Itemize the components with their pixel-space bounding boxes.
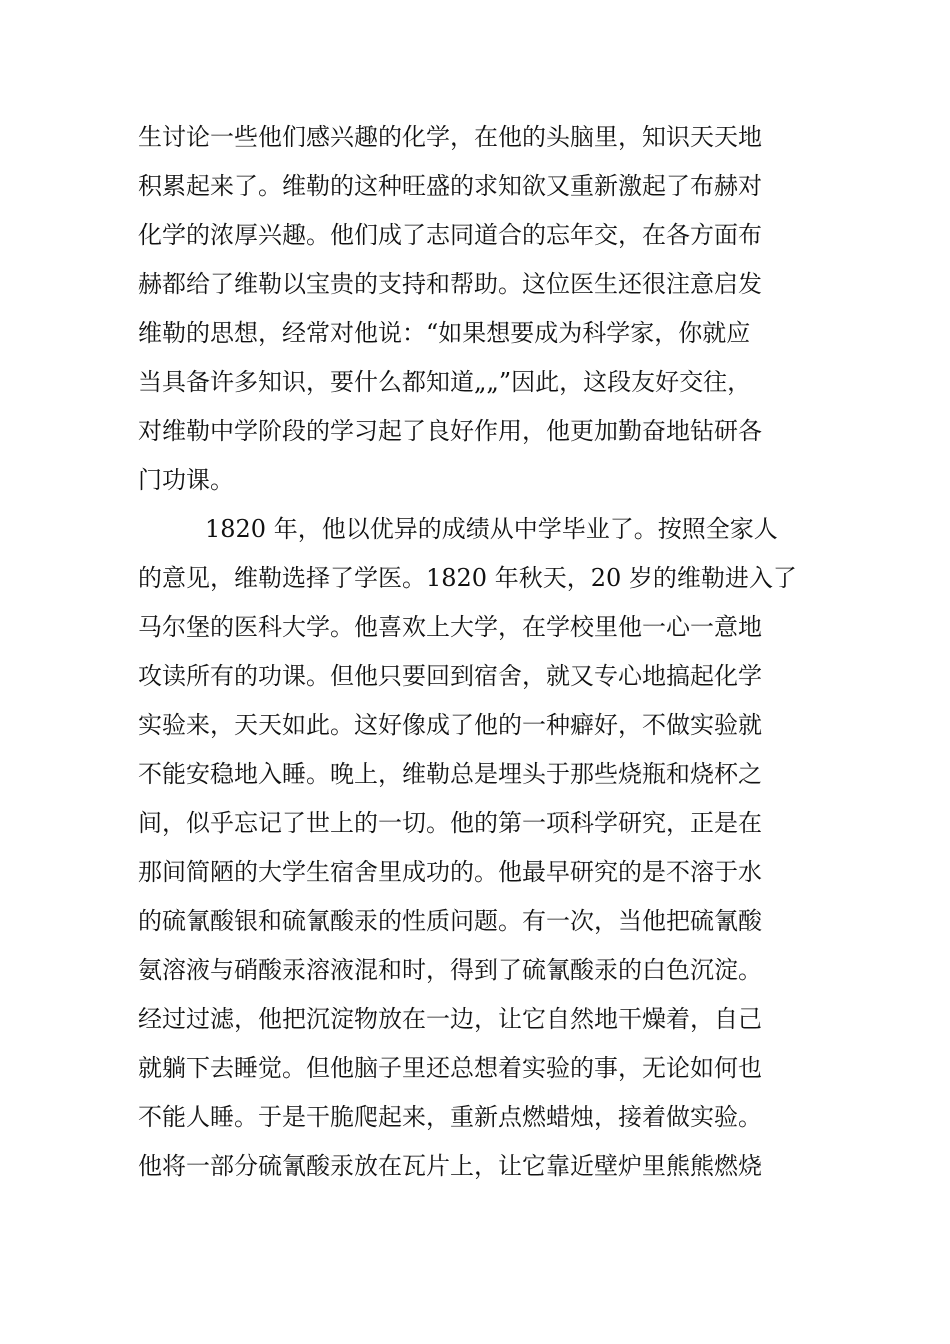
text-line: 实验来，天天如此。这好像成了他的一种癖好，不做实验就 — [138, 711, 762, 739]
body-text — [138, 113, 821, 1191]
text-line: 的硫氰酸银和硫氰酸汞的性质问题。有一次，当他把硫氰酸 — [138, 907, 762, 935]
text-line: 那间简陋的大学生宿舍里成功的。他最早研究的是不溶于水 — [138, 858, 762, 886]
text-line: 对维勒中学阶段的学习起了良好作用，他更加勤奋地钻研各 — [138, 417, 762, 445]
text-line: 就躺下去睡觉。但他脑子里还总想着实验的事，无论如何也 — [138, 1054, 762, 1082]
text-line: 马尔堡的医科大学。他喜欢上大学，在学校里他一心一意地 — [138, 613, 762, 641]
text-line: 维勒的思想，经常对他说：“如果想要成为科学家，你就应 — [138, 319, 751, 347]
text-line: 门功课。 — [138, 466, 234, 494]
text-line: 当具备许多知识，要什么都知道„„”因此，这段友好交往， — [138, 368, 752, 396]
text-line: 化学的浓厚兴趣。他们成了志同道合的忘年交，在各方面布 — [138, 221, 762, 249]
text-line: 攻读所有的功课。但他只要回到宿舍，就又专心地搞起化学 — [138, 662, 762, 690]
text-line: 经过过滤，他把沉淀物放在一边，让它自然地干燥着，自己 — [138, 1005, 762, 1033]
text-line: 的意见，维勒选择了学医。1820 年秋天，20 岁的维勒进入了 — [138, 564, 797, 592]
text-line: 积累起来了。维勒的这种旺盛的求知欲又重新激起了布赫对 — [138, 172, 762, 200]
paragraph-start-line: 1820 年，他以优异的成绩从中学毕业了。按照全家人 — [205, 515, 778, 543]
text-line: 间，似乎忘记了世上的一切。他的第一项科学研究，正是在 — [138, 809, 762, 837]
text-line: 氨溶液与硝酸汞溶液混和时，得到了硫氰酸汞的白色沉淀。 — [138, 956, 762, 984]
text-line: 生讨论一些他们感兴趣的化学，在他的头脑里，知识天天地 — [138, 123, 762, 151]
text-line: 不能人睡。于是干脆爬起来，重新点燃蜡烛，接着做实验。 — [138, 1103, 762, 1131]
text-line: 他将一部分硫氰酸汞放在瓦片上，让它靠近壁炉里熊熊燃烧 — [138, 1152, 762, 1180]
text-line: 赫都给了维勒以宝贵的支持和帮助。这位医生还很注意启发 — [138, 270, 762, 298]
text-line: 不能安稳地入睡。晚上，维勒总是埋头于那些烧瓶和烧杯之 — [138, 760, 762, 788]
